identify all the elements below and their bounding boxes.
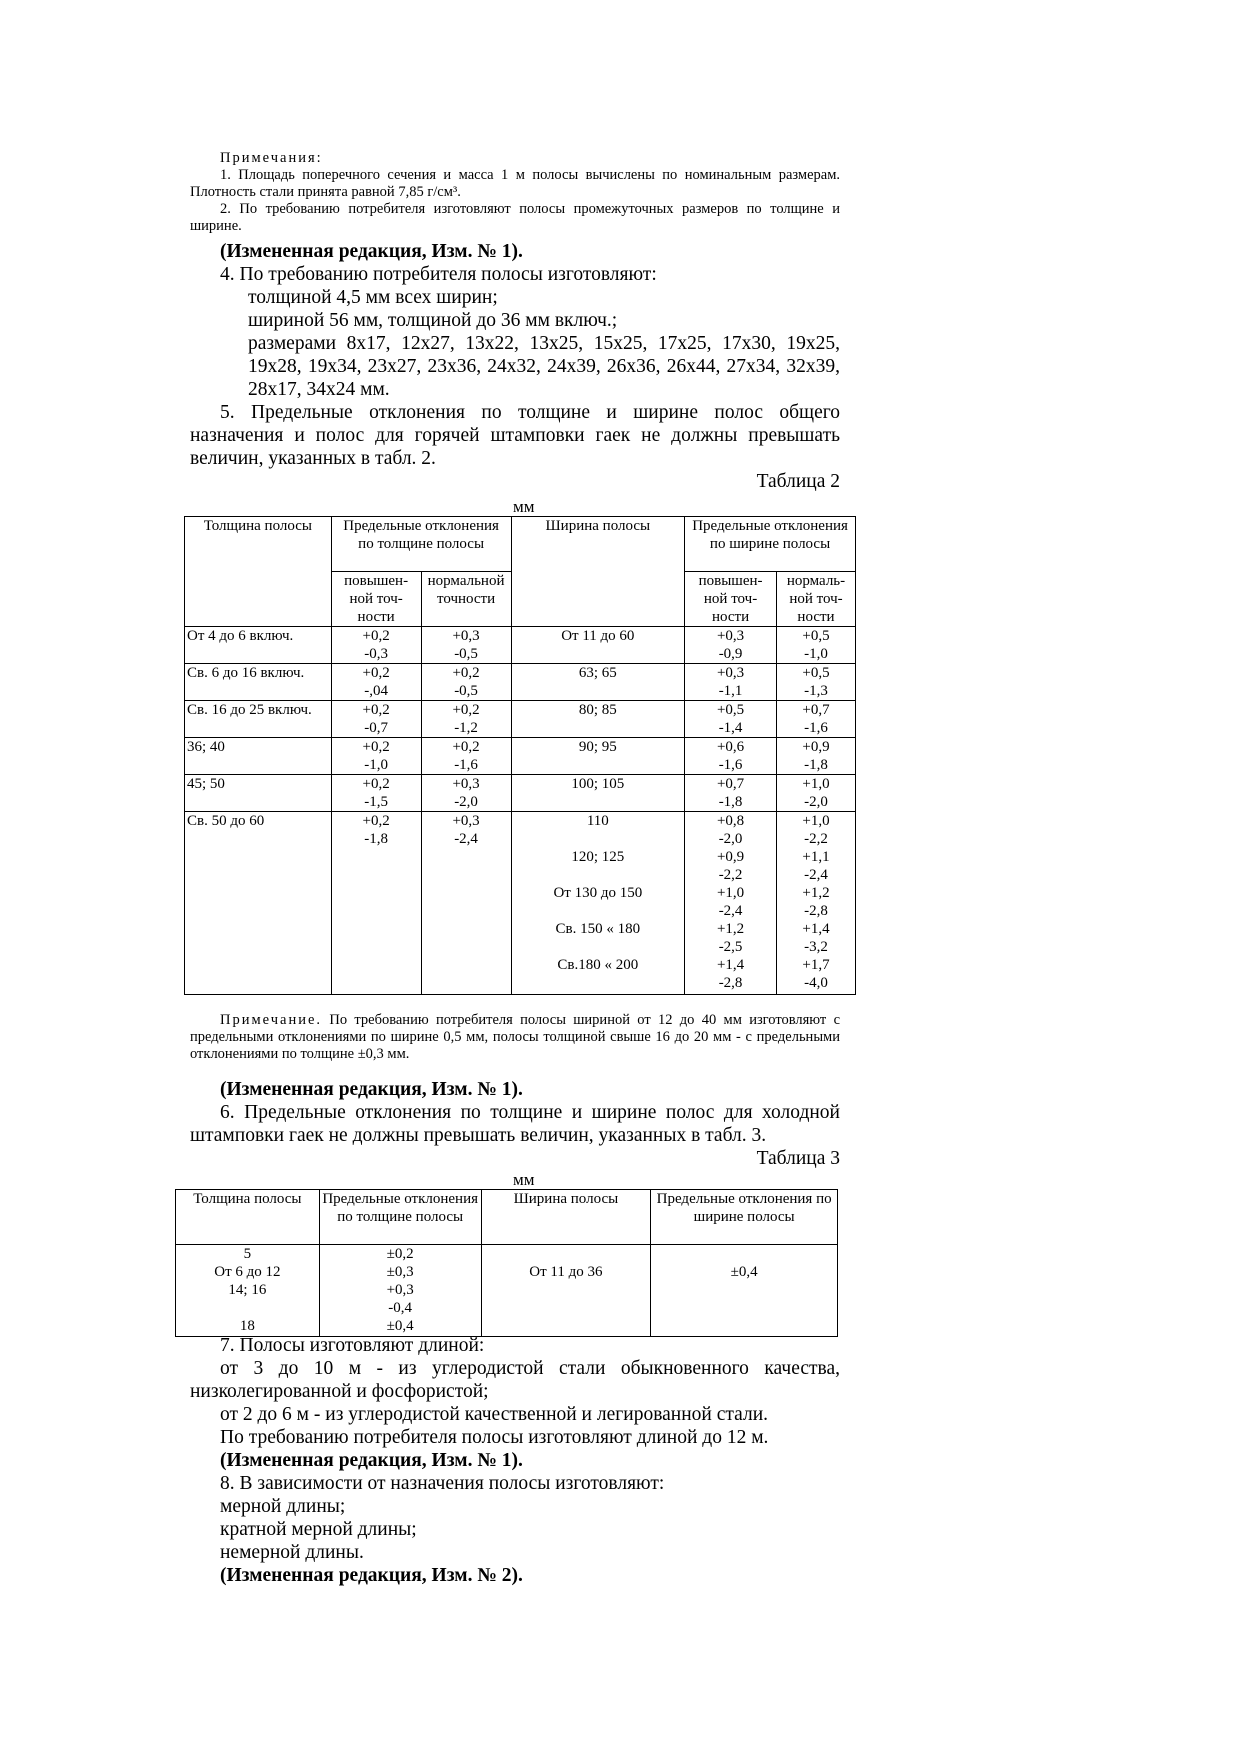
paragraph-6: 6. Предельные отклонения по толщине и ширине полос для холодной штамповки гаек не должны превышать величин, указанных в табл. 3.	[190, 1102, 840, 1146]
th-high-w: повышен-ной точ-ности	[685, 572, 777, 627]
list-item: шириной 56 мм, толщиной до 36 мм включ.;	[248, 310, 618, 331]
th-dev-thickness: Предельные отклонения по толщине полосы	[319, 1190, 481, 1245]
amendment-note: (Измененная редакция, Изм. № 1).	[220, 1450, 523, 1471]
note-label: Примечание.	[220, 1012, 323, 1028]
table3-unit: мм	[513, 1170, 535, 1189]
notes-block	[190, 150, 840, 235]
table-3	[175, 1189, 838, 1337]
list-item: По требованию потребителя полосы изготовляют длиной до 12 м.	[220, 1427, 769, 1448]
list-item: кратной мерной длины;	[220, 1519, 417, 1540]
amendment-note: (Измененная редакция, Изм. № 1).	[220, 1079, 523, 1100]
paragraph-7: 7. Полосы изготовляют длиной:	[220, 1335, 485, 1356]
paragraph-5: 5. Предельные отклонения по толщине и ширине полос общего назначения и полос для горячей штамповки гаек не должны превышать величин, указанных в табл. 2.	[190, 402, 840, 469]
th-normal: нормальной точности	[421, 572, 511, 627]
note-text: По требованию потребителя полосы шириной от 12 до 40 мм изготовляют с предельными отклонениями по ширине 0,5 мм, полосы толщиной свыше 16 до 20 мм - с предельными отклонениями по толщине ±0,3 мм.	[190, 1012, 840, 1062]
table-row: 45; 50 +0,2 -1,5 +0,3 -2,0 100; 105 +0,7 -1,8 +1,0 -2,0	[185, 775, 856, 812]
table2-unit: мм	[513, 497, 535, 516]
note-item: 1. Площадь поперечного сечения и масса 1 м полосы вычислены по номинальным размерам. Плотность стали принята равной 7,85 г/см³.	[190, 167, 840, 200]
notes-heading: Примечания:	[220, 150, 323, 166]
amendment-note: (Измененная редакция, Изм. № 1).	[220, 241, 523, 262]
th-normal-w: нормаль-ной точ-ности	[777, 572, 856, 627]
list-item: от 2 до 6 м - из углеродистой качественной и легированной стали.	[220, 1404, 769, 1425]
th-width: Ширина полосы	[481, 1190, 651, 1245]
section-6	[190, 1078, 840, 1170]
list-item: толщиной 4,5 мм всех ширин;	[248, 287, 498, 308]
section-7-8	[190, 1334, 840, 1587]
th-high: повышен-ной точ-ности	[331, 572, 421, 627]
table-row: Св. 50 до 60 +0,2 -1,8 +0,3 -2,4 110 120; 125 От 130 до 150 Св. 150 « 180 Св.180 « 200 +0,8 -2,0 +0,9 -2,2 +1,0 -2,4 +1,2 -2,5 +1,4 -2,8 +1,0 -2,2 +1,1 -2,4 +1,2 -2,8 +1,4 -3,2 +1,7 -4,0	[185, 812, 856, 995]
list-item: мерной длины;	[220, 1496, 346, 1517]
th-dev-thickness: Предельные отклонения по толщине полосы	[331, 517, 511, 572]
table-row: Св. 16 до 25 включ. +0,2 -0,7 +0,2 -1,2 80; 85 +0,5 -1,4 +0,7 -1,6	[185, 701, 856, 738]
paragraph-8: 8. В зависимости от назначения полосы изготовляют:	[220, 1473, 665, 1494]
table-row: 5 От 6 до 12 14; 16 18 ±0,2 ±0,3 +0,3 -0,4 ±0,4 От 11 до 36 ±0,4	[176, 1245, 838, 1337]
table-row: Св. 6 до 16 включ. +0,2 -,04 +0,2 -0,5 63; 65 +0,3 -1,1 +0,5 -1,3	[185, 664, 856, 701]
section-4	[190, 240, 840, 493]
list-item: от 3 до 10 м - из углеродистой стали обыкновенного качества, низколегированной и фосфористой;	[190, 1358, 840, 1402]
note-item: 2. По требованию потребителя изготовляют полосы промежуточных размеров по толщине и ширине.	[190, 201, 840, 234]
table-row: 36; 40 +0,2 -1,0 +0,2 -1,6 90; 95 +0,6 -1,6 +0,9 -1,8	[185, 738, 856, 775]
th-thickness: Толщина полосы	[185, 517, 332, 627]
th-width: Ширина полосы	[511, 517, 685, 627]
th-thickness: Толщина полосы	[176, 1190, 320, 1245]
th-dev-width: Предельные отклонения по ширине полосы	[651, 1190, 838, 1245]
table-row: От 4 до 6 включ. +0,2 -0,3 +0,3 -0,5 От 11 до 60 +0,3 -0,9 +0,5 -1,0	[185, 627, 856, 664]
note-table2	[190, 1012, 840, 1063]
th-dev-width: Предельные отклонения по ширине полосы	[685, 517, 856, 572]
list-item: немерной длины.	[220, 1542, 364, 1563]
list-item: размерами 8х17, 12х27, 13х22, 13х25, 15х25, 17х25, 17х30, 19х25, 19х28, 19х34, 23х27, 23х36, 24х32, 24х39, 26х36, 26х44, 27х34, 32х39, 28х17, 34х24 мм.	[248, 333, 840, 400]
table-2	[184, 516, 856, 995]
table3-caption: Таблица 3	[756, 1148, 840, 1169]
table2-caption: Таблица 2	[756, 471, 840, 492]
paragraph-4: 4. По требованию потребителя полосы изготовляют:	[220, 264, 657, 285]
amendment-note: (Измененная редакция, Изм. № 2).	[220, 1565, 523, 1586]
